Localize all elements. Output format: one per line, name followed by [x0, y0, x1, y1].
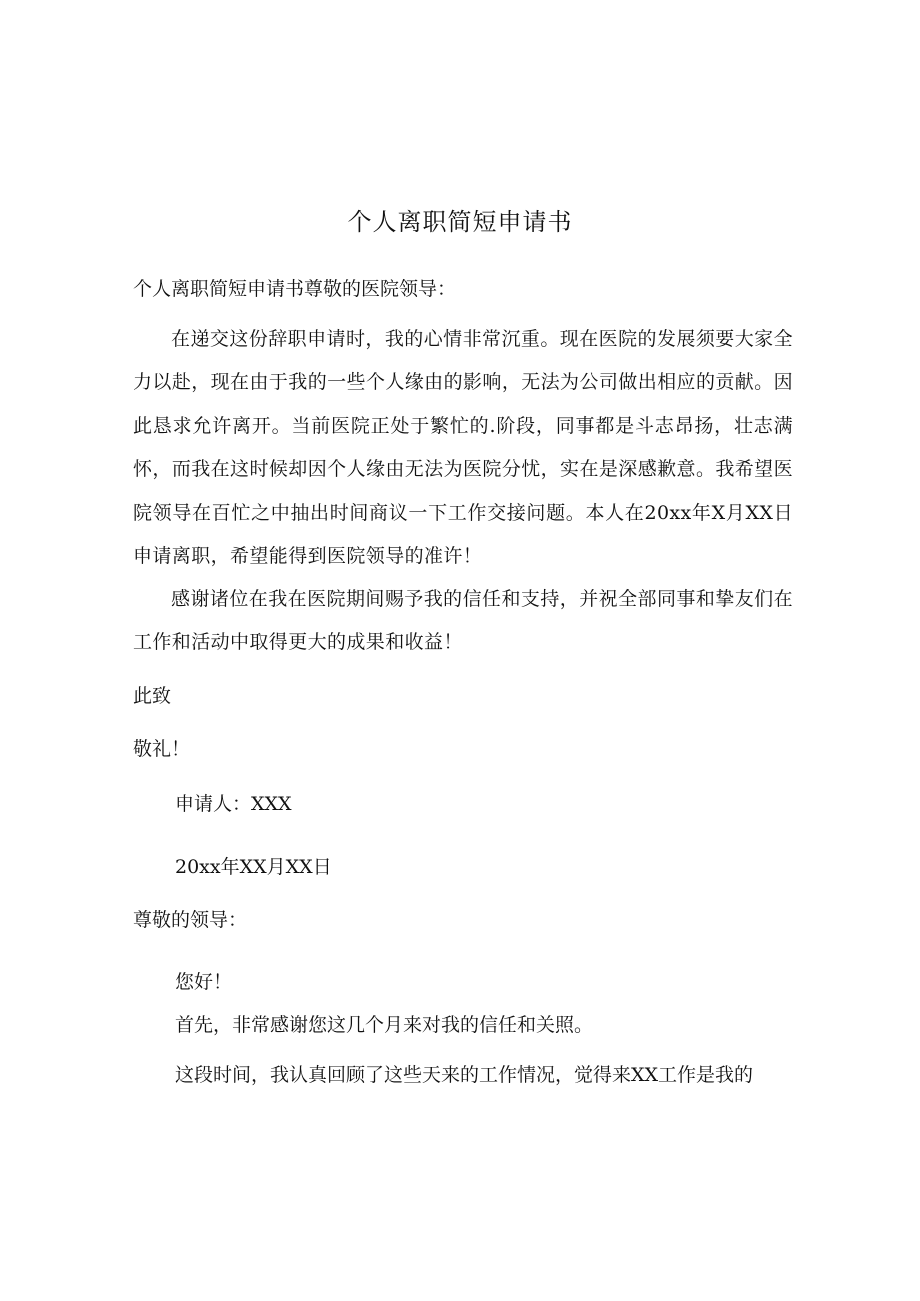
second-salutation: 尊敬的领导： [133, 909, 248, 931]
salutation: 个人离职简短申请书尊敬的医院领导： [133, 278, 457, 300]
applicant-signature: 申请人：XXX [175, 793, 292, 815]
body-paragraph-2: 感谢诸位在我在医院期间赐予我的信任和支持，并祝全部同事和挚友们在工作和活动中取得更大的成果和收益！ [133, 588, 793, 654]
closing-line-1: 此致 [133, 685, 172, 707]
application-date: 20xx年XX月XX日 [175, 856, 332, 878]
body-paragraph-1: 在递交这份辞职申请时，我的心情非常沉重。现在医院的发展须要大家全力以赴，现在由于我的一些个人缘由的影响，无法为公司做出相应的贡献。因此恳求允许离开。当前医院正处于繁忙的.阶段，同事都是斗志昂扬，壮志满怀，而我在这时候却因个人缘由无法为医院分忧，实在是深感歉意。我希望医院领导在百忙之中抽出时间商议一下工作交接问题。本人在20xx年X月XX日申请离职，希望能得到医院领导的准许！ [133, 328, 793, 568]
final-line: 这段时间，我认真回顾了这些天来的工作情况，觉得来XX工作是我的 [175, 1064, 754, 1086]
closing-line-2: 敬礼！ [133, 738, 191, 760]
greeting-line: 您好！ [175, 971, 233, 993]
document-title: 个人离职简短申请书 [347, 208, 573, 236]
thanks-line: 首先，非常感谢您这几个月来对我的信任和关照。 [175, 1014, 594, 1036]
